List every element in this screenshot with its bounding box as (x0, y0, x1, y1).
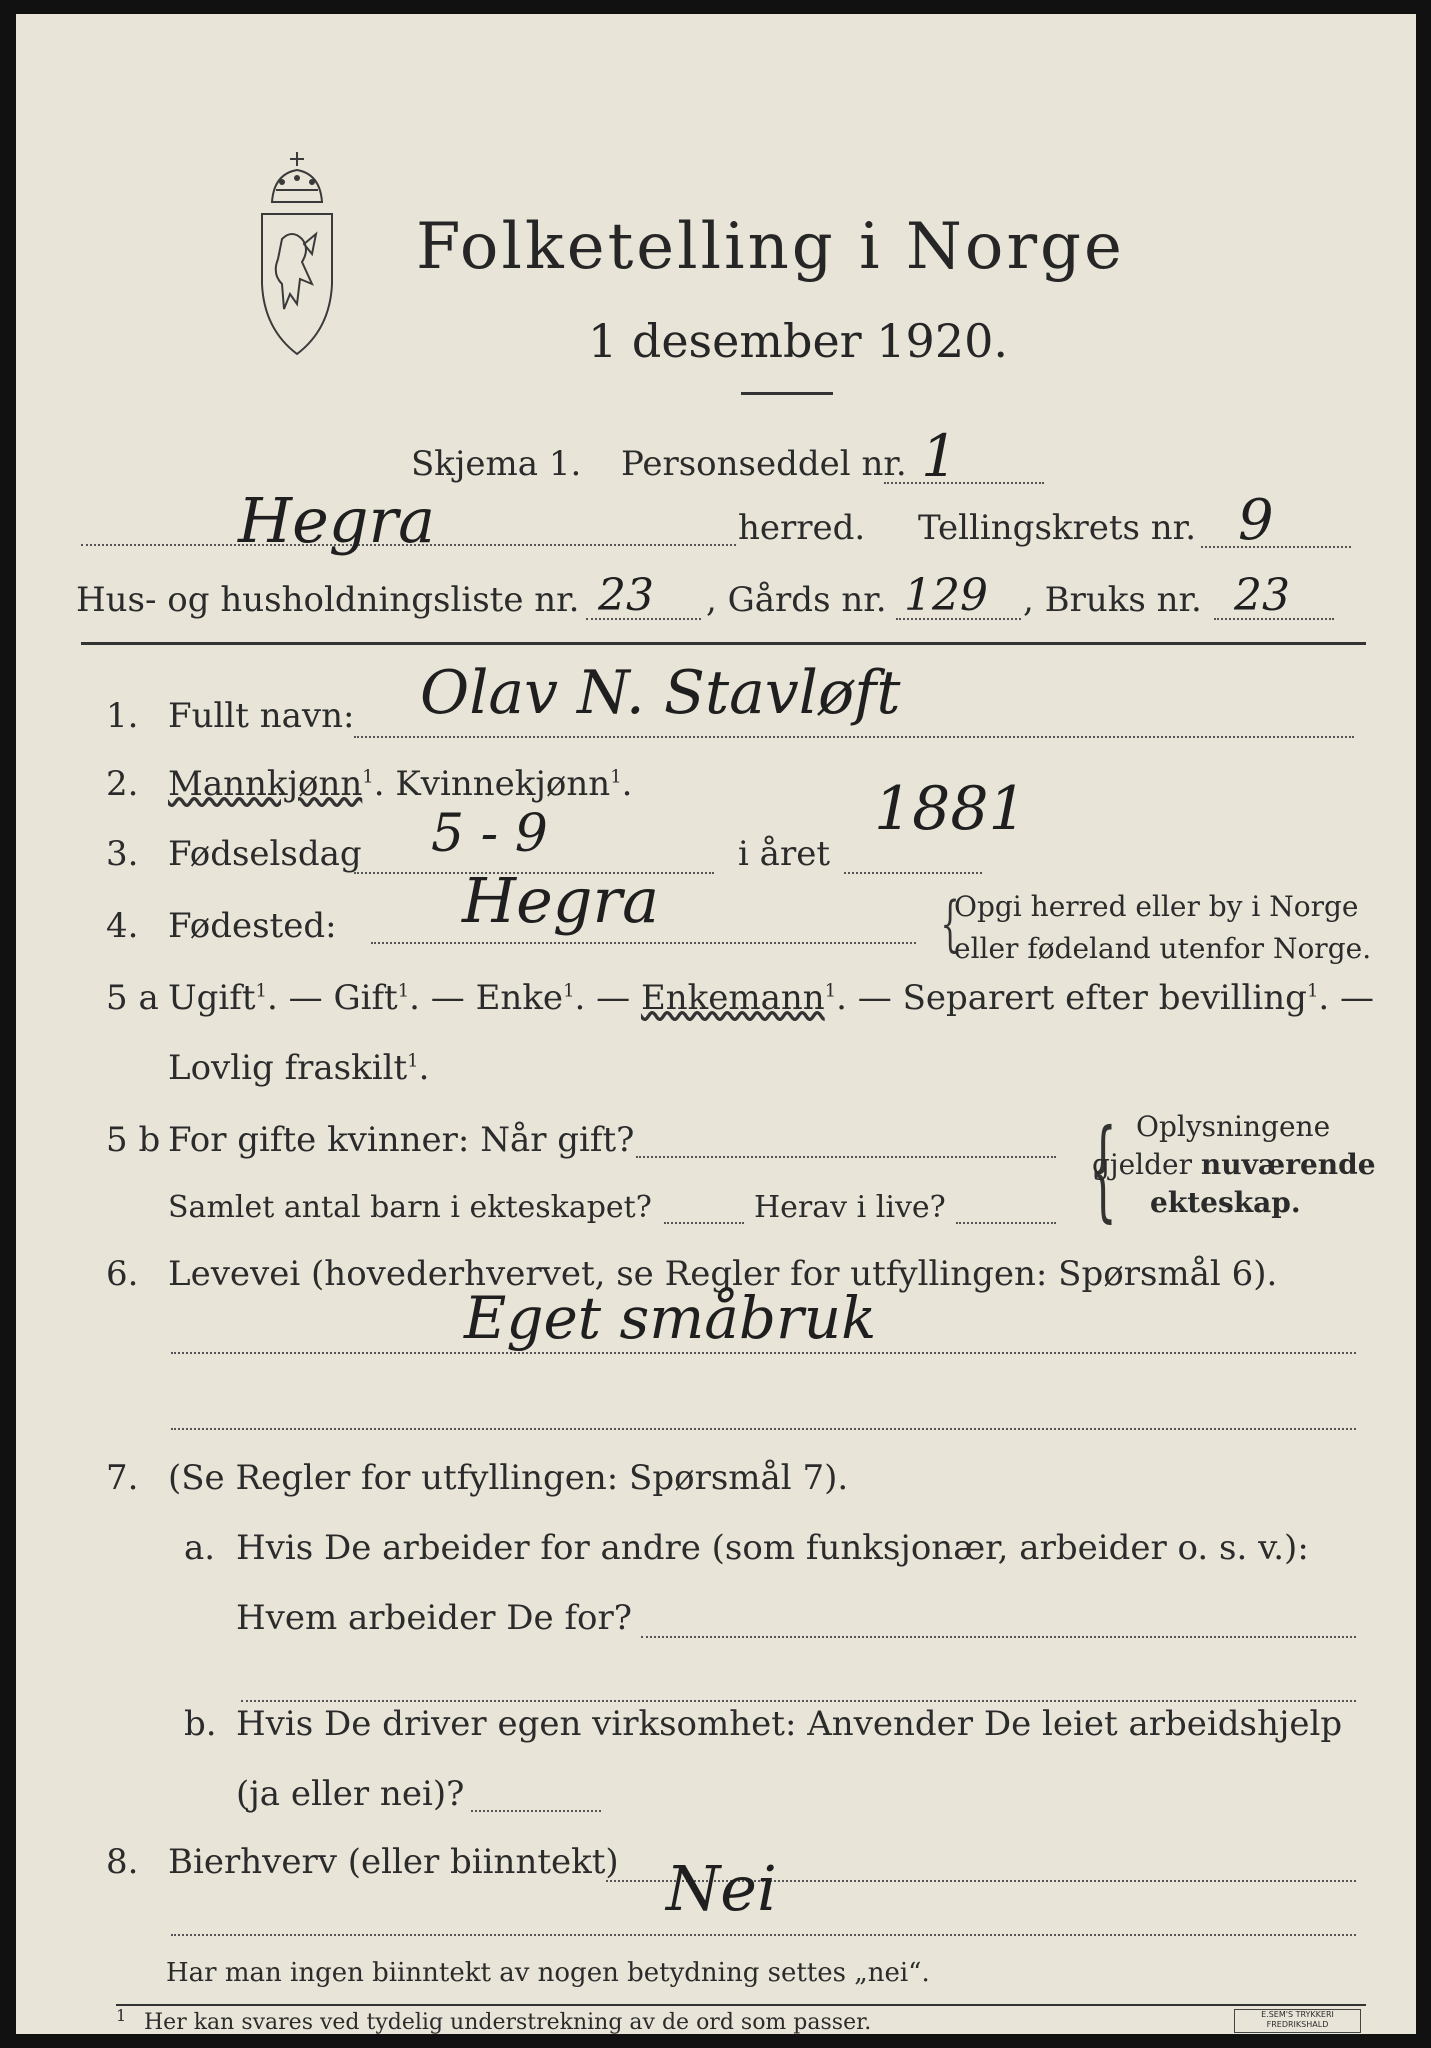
footnote-mark: 1 (362, 766, 374, 788)
census-form-page (16, 14, 1416, 2034)
footer-note: Har man ingen biinntekt av nogen betydning settes „nei“. (166, 1958, 930, 1988)
printer-line2: FREDRIKSHALD (1266, 2020, 1329, 2029)
q4-note-line2: eller fødeland utenfor Norge. (954, 932, 1372, 965)
q5b-note-line2 (1092, 1148, 1376, 1181)
printer-line1: E.SEM'S TRYKKERI (1261, 2010, 1334, 2019)
title-divider (741, 392, 833, 395)
q6-line2 (171, 1428, 1356, 1430)
q5b-barn-line (664, 1222, 744, 1224)
q4-note-line1: Opgi herred eller by i Norge (954, 890, 1359, 923)
option-fraskilt: Lovlig fraskilt (168, 1048, 408, 1088)
dash: — (430, 978, 465, 1018)
q5b-note-line1: Oplysningene (1136, 1110, 1331, 1143)
q5a-options: Ugift$^1$. — Gift$^1$. — Enke$^1$. — Enkemann$^1$. — Separert efter bevilling$^1$. — (168, 978, 1375, 1018)
side-income-value: Nei (666, 1852, 777, 1925)
dash: — (288, 978, 323, 1018)
q7a-text: Hvis De arbeider for andre (som funksjonær, arbeider o. s. v.): (236, 1528, 1309, 1568)
occupation-value: Eget småbruk (464, 1284, 877, 1352)
q7b-line (471, 1810, 601, 1812)
q7a-question: Hvem arbeider De for? (236, 1598, 632, 1638)
q3-label: Fødselsdag (168, 834, 362, 874)
q4-line (371, 942, 916, 944)
footnote-mark: 1 (610, 766, 622, 788)
q7b-text: Hvis De driver egen virksomhet: Anvender De leiet arbeidshjelp (236, 1704, 1343, 1744)
header-divider (81, 642, 1366, 645)
q5b-note-nuvaerende: nuværende (1200, 1148, 1376, 1181)
q6-number: 6. (106, 1254, 139, 1294)
option-separert: Separert efter bevilling (902, 978, 1307, 1018)
q6-line1 (171, 1352, 1356, 1354)
bruks-value: 23 (1234, 570, 1290, 621)
gards-label: , Gårds nr. (706, 580, 887, 620)
q7a-line2 (241, 1700, 1356, 1702)
footnote-mark: 1 (1306, 980, 1319, 1002)
option-enke: Enke (475, 978, 564, 1018)
gards-value: 129 (904, 570, 988, 621)
footnote-text: Her kan svares ved tydelig understrekning av de ord som passer. (144, 2010, 872, 2035)
skjema-label: Skjema 1. (411, 444, 582, 484)
census-date: 1 desember 1920. (588, 314, 1008, 368)
q7-label: (Se Regler for utfyllingen: Spørsmål 7). (168, 1458, 849, 1498)
q3-year-label: i året (738, 834, 830, 874)
q7b-letter: b. (184, 1704, 217, 1744)
q1-number: 1. (106, 696, 139, 736)
footnote-mark: 1 (255, 980, 267, 1002)
form-title: Folketelling i Norge (416, 210, 1125, 284)
footnote-mark: 1 (824, 980, 837, 1002)
birthday-value: 5 - 9 (431, 804, 548, 864)
q7-number: 7. (106, 1458, 139, 1498)
q6-label: Levevei (hovederhvervet, se Regler for utfyllingen: Spørsmål 6). (168, 1254, 1278, 1294)
husliste-label: Hus- og husholdningsliste nr. (76, 580, 580, 620)
q5a-number: 5 a (106, 978, 159, 1018)
q7a-letter: a. (184, 1528, 216, 1568)
q5b-number: 5 b (106, 1120, 161, 1160)
personseddel-line (884, 482, 1044, 484)
dash: — (857, 978, 892, 1018)
dash: — (596, 978, 631, 1018)
herred-value: Hegra (238, 484, 436, 557)
q5b-note-brace: { (1089, 1105, 1117, 1233)
personseddel-label: Personseddel nr. (621, 444, 907, 484)
herred-label: herred. (738, 508, 866, 548)
q5b-live-label: Herav i live? (754, 1190, 946, 1225)
tellingskrets-label: Tellingskrets nr. (918, 508, 1197, 548)
tellingskrets-line (1201, 546, 1351, 548)
q4-label: Fødested: (168, 906, 337, 946)
q3-year-line (844, 872, 982, 874)
birth-year-value: 1881 (874, 774, 1027, 844)
dash: — (1340, 978, 1375, 1018)
q8-label: Bierhverv (eller biinntekt) (168, 1842, 619, 1882)
option-male: Mannkjønn (168, 764, 363, 804)
q4-note-brace: { (940, 889, 960, 959)
birthplace-value: Hegra (462, 864, 660, 937)
q1-line (354, 736, 1354, 738)
q4-number: 4. (106, 906, 139, 946)
q8-number: 8. (106, 1842, 139, 1882)
personseddel-value: 1 (921, 422, 958, 490)
q2-options: Mannkjønn$^1$. Kvinnekjønn$^1$. (168, 764, 633, 804)
q5b-note-line3: ekteskap. (1150, 1186, 1301, 1219)
q2-number: 2. (106, 764, 139, 804)
q8-line2 (171, 1934, 1356, 1936)
q7b-question: (ja eller nei)? (236, 1774, 465, 1814)
q5a-fraskilt: Lovlig fraskilt$^1$. (168, 1048, 430, 1088)
bruks-label: , Bruks nr. (1023, 580, 1202, 620)
norwegian-lion-crest-icon (242, 144, 352, 364)
husliste-value: 23 (598, 570, 654, 621)
q5b-note-gjelder: gjelder (1092, 1148, 1193, 1181)
q3-number: 3. (106, 834, 139, 874)
option-gift: Gift (333, 978, 398, 1018)
option-enkemann: Enkemann (640, 978, 825, 1018)
q5b-live-line (956, 1222, 1056, 1224)
q5b-barn-label: Samlet antal barn i ekteskapet? (168, 1190, 652, 1225)
footnote-mark: 1 (563, 980, 575, 1002)
footnote-mark: 1 (397, 980, 410, 1002)
full-name-value: Olav N. Stavløft (420, 658, 901, 728)
option-ugift: Ugift (168, 978, 256, 1018)
footnote-number: 1 (116, 2006, 127, 2025)
q5b-married-line (636, 1156, 1056, 1158)
q7a-line1 (641, 1636, 1356, 1638)
tellingskrets-value: 9 (1238, 488, 1274, 553)
footnote-mark: 1 (407, 1050, 419, 1072)
footer-divider (116, 2004, 1366, 2006)
q1-label: Fullt navn: (168, 696, 355, 736)
printer-stamp (1234, 2009, 1361, 2033)
q5b-label: For gifte kvinner: Når gift? (168, 1120, 635, 1160)
option-female: Kvinnekjønn (395, 764, 611, 804)
